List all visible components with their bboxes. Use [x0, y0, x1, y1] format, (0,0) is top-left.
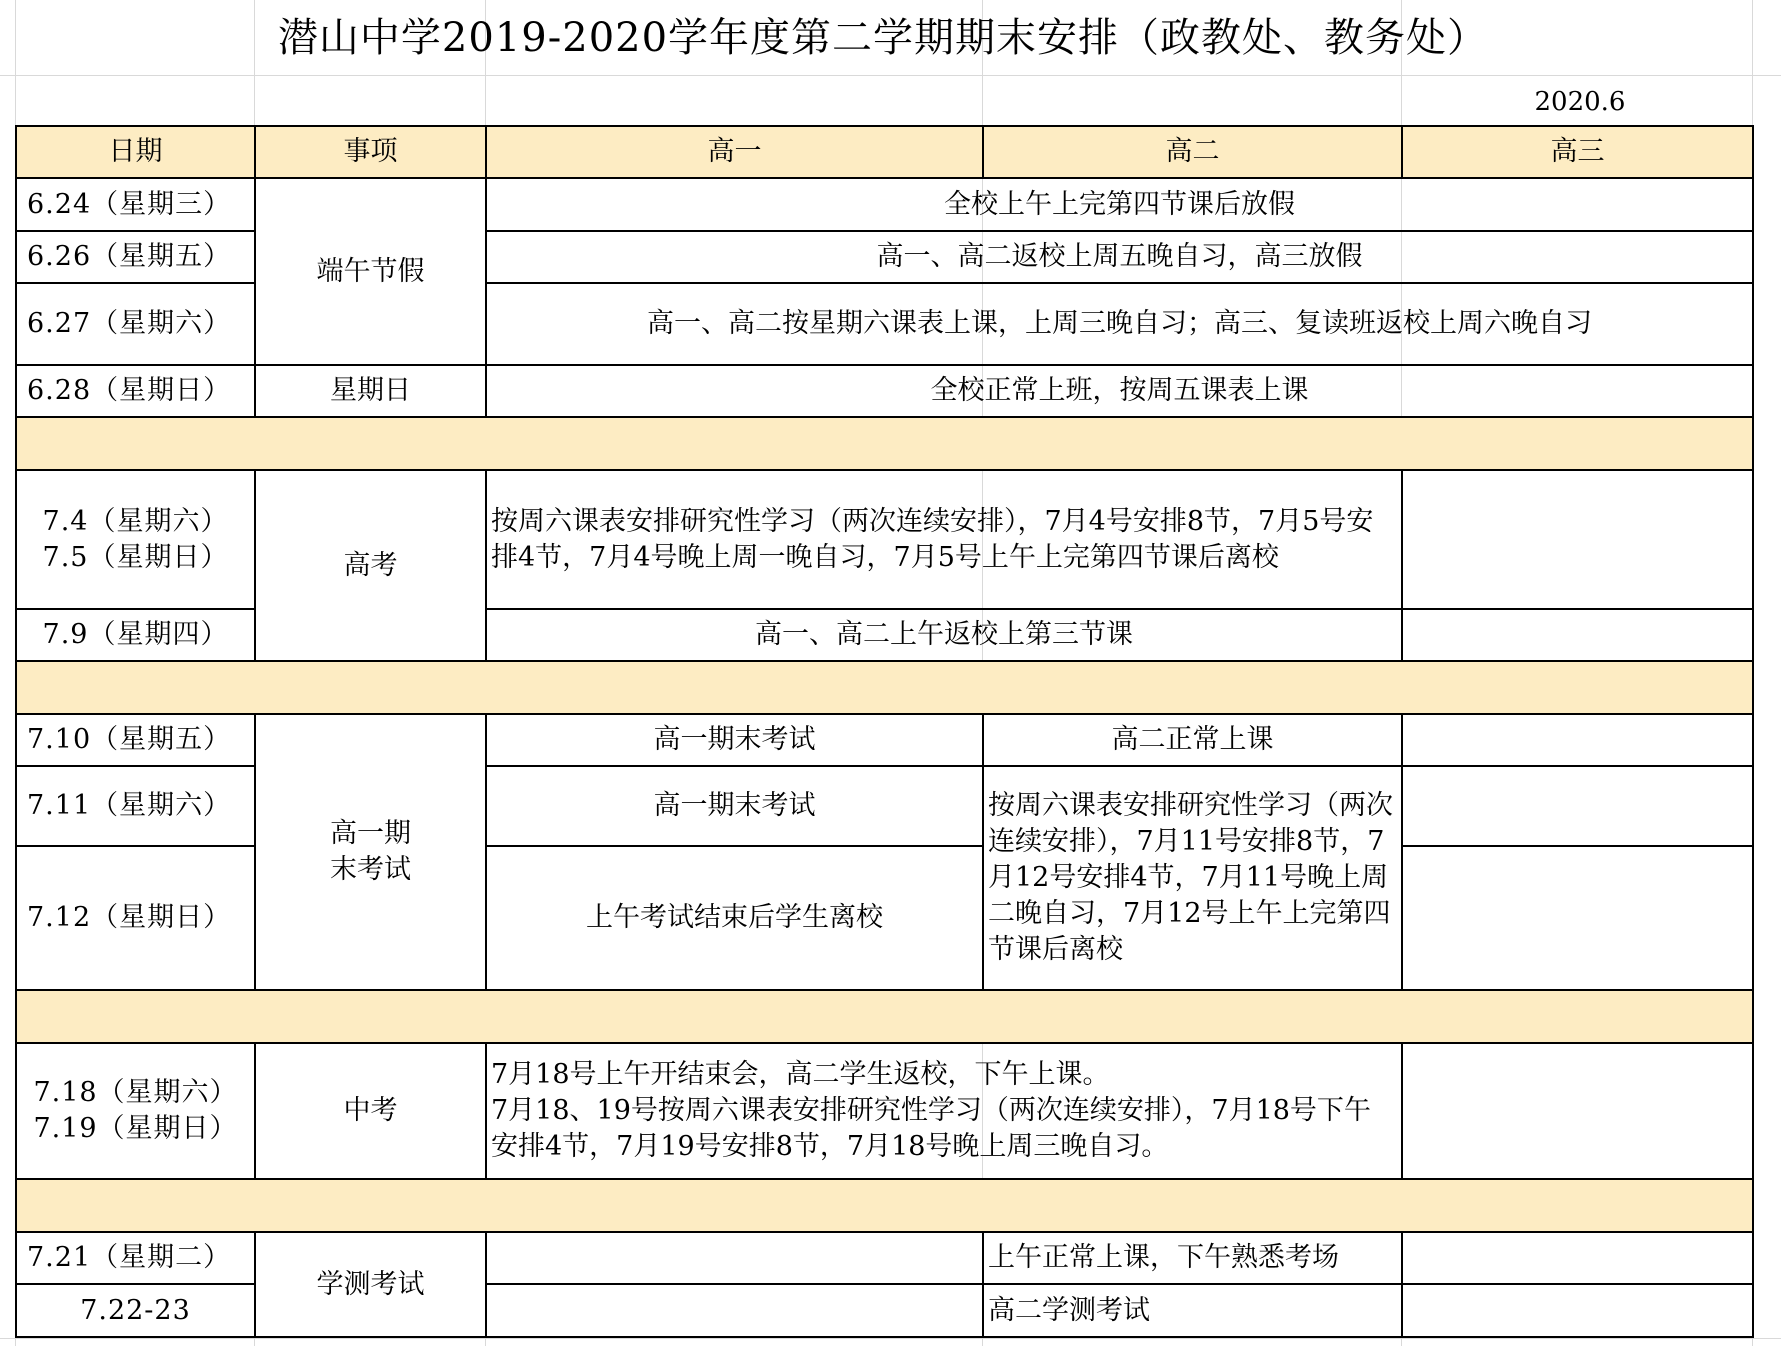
empty-cell[interactable]: [1402, 1232, 1753, 1284]
date-cell[interactable]: [16, 1043, 255, 1179]
gridline: [0, 75, 1781, 76]
date-cell[interactable]: 7.10（星期五）: [16, 714, 255, 766]
schedule-cell[interactable]: 高一、高二上午返校上第三节课: [486, 609, 1402, 661]
date-cell[interactable]: 6.27（星期六）: [16, 283, 255, 365]
header-grade-2[interactable]: 高二: [983, 126, 1402, 178]
schedule-cell[interactable]: [486, 1043, 1402, 1179]
date-cell[interactable]: 6.26（星期五）: [16, 231, 255, 283]
grade-1-cell[interactable]: 高一期末考试: [486, 714, 983, 766]
date-cell[interactable]: 7.11（星期六）: [16, 766, 255, 846]
table-row: [16, 365, 1753, 417]
table-row: [16, 1043, 1753, 1179]
table-row: [16, 1232, 1753, 1284]
empty-cell[interactable]: [1402, 470, 1753, 609]
schedule-cell[interactable]: 高一、高二按星期六课表上课，上周三晚自习；高三、复读班返校上周六晚自习: [486, 283, 1753, 365]
separator-cell[interactable]: [16, 1179, 1753, 1232]
empty-cell[interactable]: [1402, 766, 1753, 846]
grade-2-cell[interactable]: 按周六课表安排研究性学习（两次连续安排），7月11号安排8节，7月12号安排4节，7月11号晚上周二晚自习，7月12号上午上完第四节课后离校: [983, 766, 1402, 990]
separator-row: [16, 1179, 1753, 1232]
page-title: 潜山中学2019-2020学年度第二学期期末安排（政教处、教务处）: [277, 15, 1489, 61]
gridline: [0, 1338, 1781, 1339]
date-line: 7.4（星期六）: [42, 505, 229, 537]
separator-cell[interactable]: [16, 417, 1753, 470]
item-cell[interactable]: 端午节假: [255, 178, 486, 365]
header-date[interactable]: 日期: [16, 126, 255, 178]
date-line: 7.19（星期日）: [33, 1113, 238, 1144]
schedule-cell[interactable]: 高一、高二返校上周五晚自习，高三放假: [486, 231, 1753, 283]
grade-2-cell[interactable]: 高二正常上课: [983, 714, 1402, 766]
grade-1-cell[interactable]: 上午考试结束后学生离校: [486, 846, 983, 990]
header-item[interactable]: 事项: [255, 126, 486, 178]
separator-cell[interactable]: [16, 990, 1753, 1043]
date-cell[interactable]: 7.21（星期二）: [16, 1232, 255, 1284]
date-cell[interactable]: 7.22-23: [16, 1284, 255, 1337]
date-cell[interactable]: 6.28（星期日）: [16, 365, 255, 417]
header-grade-3[interactable]: 高三: [1402, 126, 1753, 178]
date-cell[interactable]: 6.24（星期三）: [16, 178, 255, 231]
item-cell[interactable]: 星期日: [255, 365, 486, 417]
empty-cell[interactable]: [486, 1284, 983, 1337]
table-row: [16, 178, 1753, 231]
schedule-cell[interactable]: 全校上午上完第四节课后放假: [486, 178, 1753, 231]
empty-cell[interactable]: [1402, 846, 1753, 990]
empty-cell[interactable]: [1402, 1043, 1753, 1179]
separator-row: [16, 990, 1753, 1043]
item-line: 末考试: [330, 854, 411, 885]
grade-2-cell[interactable]: 高二学测考试: [983, 1284, 1402, 1337]
table-row: [16, 714, 1753, 766]
grade-1-cell[interactable]: 高一期末考试: [486, 766, 983, 846]
issue-date: 2020.6: [1534, 87, 1626, 117]
empty-cell[interactable]: [1402, 609, 1753, 661]
date-line: 7.5（星期日）: [42, 541, 229, 573]
item-cell[interactable]: 中考: [255, 1043, 486, 1179]
header-row: [16, 126, 1753, 178]
item-line: 高一期: [330, 818, 411, 849]
separator-row: [16, 417, 1753, 470]
date-cell[interactable]: 7.12（星期日）: [16, 846, 255, 990]
item-cell[interactable]: 学测考试: [255, 1232, 486, 1337]
schedule-cell[interactable]: 按周六课表安排研究性学习（两次连续安排），7月4号安排8节，7月5号安排4节，7月4号晚上周一晚自习，7月5号上午上完第四节课后离校: [486, 470, 1402, 609]
date-cell[interactable]: [16, 470, 255, 609]
separator-cell[interactable]: [16, 661, 1753, 714]
empty-cell[interactable]: [1402, 714, 1753, 766]
empty-cell[interactable]: [486, 1232, 983, 1284]
table-row: [16, 470, 1753, 609]
schedule-cell[interactable]: 全校正常上班，按周五课表上课: [486, 365, 1753, 417]
item-cell[interactable]: [255, 714, 486, 990]
schedule-line: 7月18、19号按周六课表安排研究性学习（两次连续安排），7月18号下午安排4节，7月19号安排8节，7月18号晚上周三晚自习。: [491, 1095, 1371, 1162]
schedule-line: 7月18号上午开结束会，高二学生返校，下午上课。: [491, 1059, 1110, 1090]
date-line: 7.18（星期六）: [33, 1077, 238, 1108]
date-cell[interactable]: 7.9（星期四）: [16, 609, 255, 661]
empty-cell[interactable]: [1402, 1284, 1753, 1337]
grade-2-cell[interactable]: 上午正常上课，下午熟悉考场: [983, 1232, 1402, 1284]
header-grade-1[interactable]: 高一: [486, 126, 983, 178]
schedule-table: [15, 125, 1754, 1338]
separator-row: [16, 661, 1753, 714]
item-cell[interactable]: 高考: [255, 470, 486, 661]
